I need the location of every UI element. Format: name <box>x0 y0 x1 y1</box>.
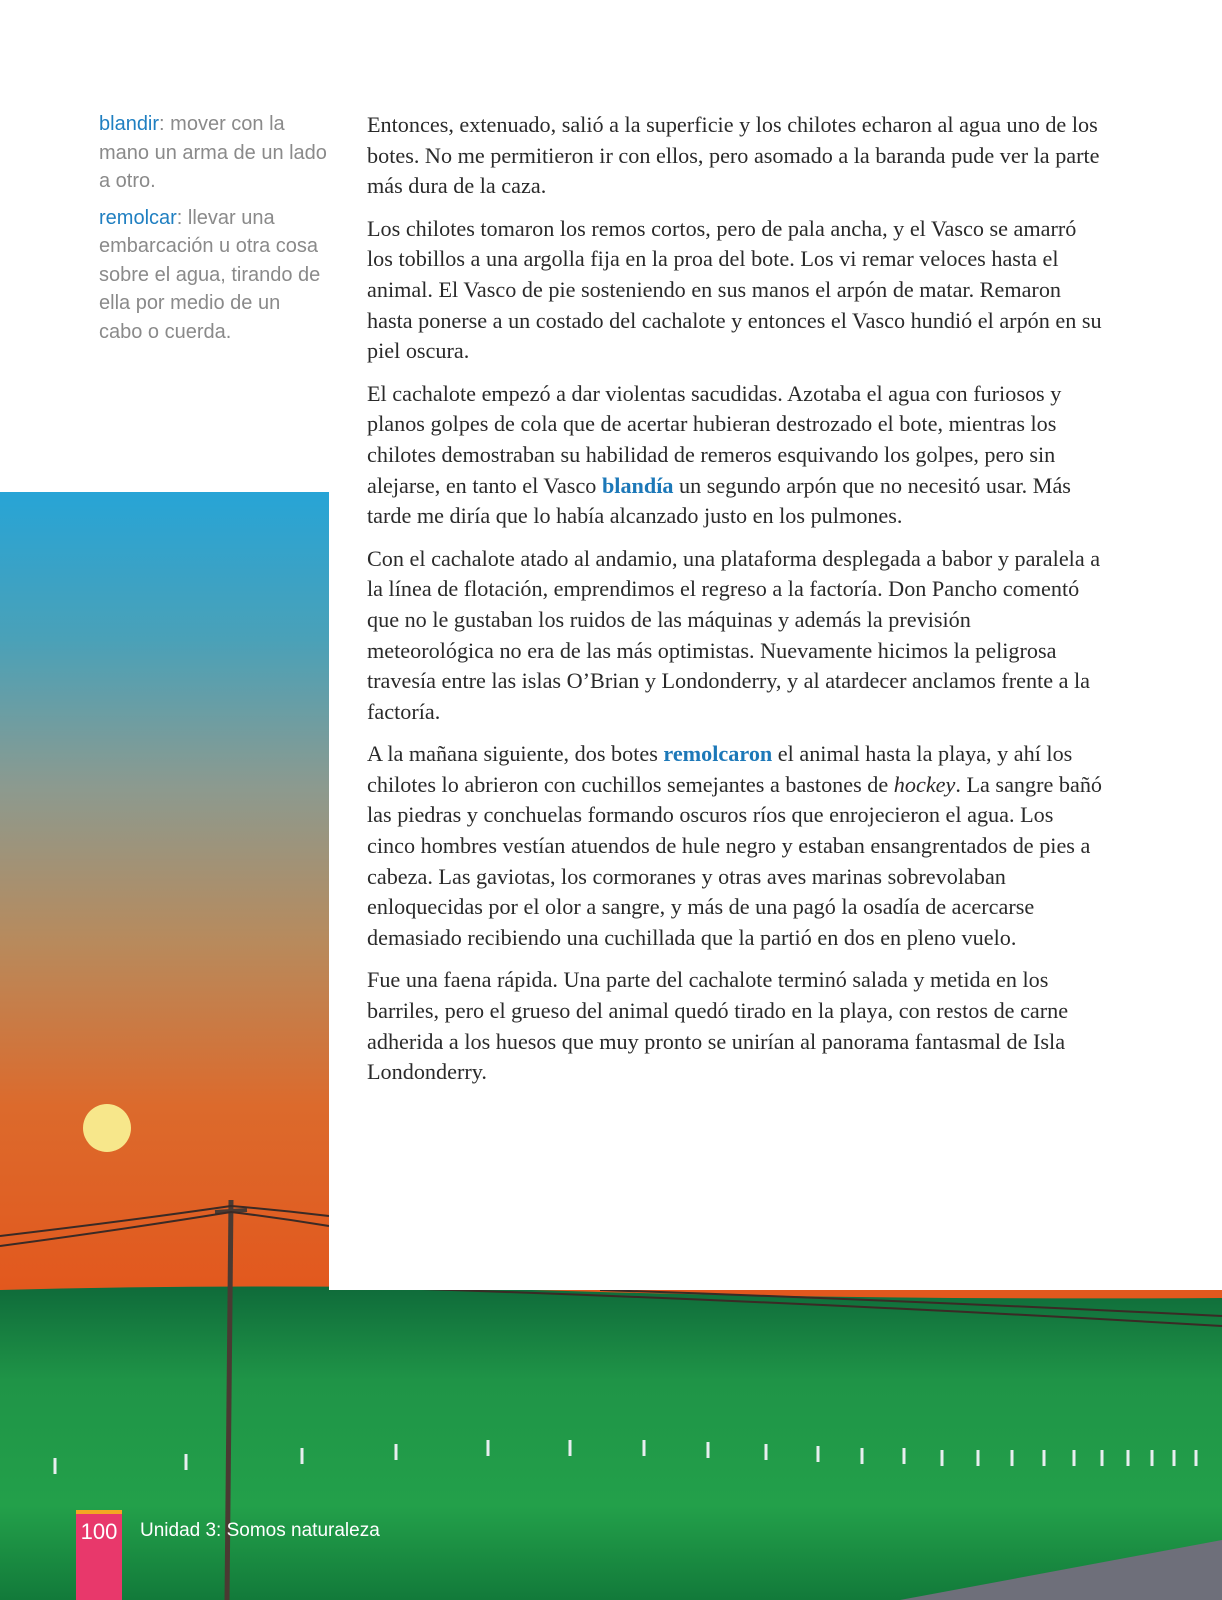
glossary-term: remolcar <box>99 206 177 229</box>
paragraph: Fue una faena rápida. Una parte del cachalote terminó salada y metida en los barriles, pero el grueso del animal quedó tirado en la playa, con restos de carne adherida a los huesos que muy pronto se unirían al panorama fantasmal de Isla Londonderry. <box>367 967 1069 1085</box>
glossary-sidebar <box>99 110 329 354</box>
paragraph-text: un segundo arpón que no necesitó usar. Más tarde me diría que lo había alcanzado justo en los pulmones. <box>367 472 1071 529</box>
glossary-entry <box>99 204 329 347</box>
paragraph <box>367 379 1102 532</box>
paragraph-text: el animal hasta la playa, y ahí los chilotes lo abrieron con cuchillos semejantes a bastones de <box>367 741 1073 797</box>
sun <box>83 1104 131 1152</box>
page-number: 100 <box>76 1510 122 1600</box>
glossary-highlight-remolcaron: remolcaron <box>663 741 773 767</box>
page-footer <box>76 1510 576 1600</box>
paragraph: Entonces, extenuado, salió a la superficie y los chilotes echaron al agua uno de los botes. No me permitieron ir con ellos, pero asomado a la baranda pude ver la parte más dura de la caza. <box>367 112 1100 199</box>
paragraph: Los chilotes tomaron los remos cortos, pero de pala ancha, y el Vasco se amarró los tobillos a una argolla fija en la proa del bote. Los vi remar veloces hasta el animal. El Vasco de pie sosteniendo en sus manos el arpón de matar. Remaron hasta ponerse a un costado del cachalote y entonces el Vasco hundió el arpón en su piel oscura. <box>367 215 1102 364</box>
glossary-term: blandir <box>99 113 160 135</box>
glossary-entry <box>99 110 329 196</box>
paragraph: Con el cachalote atado al andamio, una plataforma desplegada a babor y paralela a la línea de flotación, emprendimos el regreso a la factoría. Don Pancho comentó que no le gustaban los ruidos de las máquinas y además la previsión meteorológica no era de las más optimistas. Nuevamente hicimos la peligrosa travesía entre las islas O’Brian y Londonderry, y al atardecer anclamos frente a la factoría. <box>367 545 1101 724</box>
unit-title: Unidad 3: Somos naturaleza <box>140 1520 380 1541</box>
paragraph-text: El cachalote empezó a dar violentas sacudidas. Azotaba el agua con furiosos y planos golpes de cola que de acertar hubieran destrozado el bote, mientras los chilotes demostraban su habilidad de remeros esquivando los golpes, pero sin alejarse, en tanto el Vasco <box>367 380 1062 498</box>
glossary-definition: : llevar una embarcación u otra cosa sobre el agua, tirando de ella por medio de un cabo o cuerda. <box>99 206 321 343</box>
paragraph-text: . La sangre bañó las piedras y conchuelas formando oscuros ríos que enrojecieron el agua. Los cinco hombres vestían atuendos de hule negro y estaban ensangrentados de pies a cabeza. Las gaviotas, los cormoranes y otras aves marinas sobrevolaban enloquecidas por el olor a sangre, y más de una pagó la osadía de acercarse demasiado recibiendo una cuchillada que la partió en dos en pleno vuelo. <box>367 771 1103 950</box>
paragraph-text: A la mañana siguiente, dos botes <box>367 741 664 767</box>
glossary-definition: : mover con la mano un arma de un lado a otro. <box>99 113 327 192</box>
italic-word: hockey <box>893 771 956 797</box>
story-text <box>367 110 1102 1100</box>
glossary-highlight-blandia: blandía <box>601 472 674 498</box>
paragraph <box>367 739 1102 953</box>
